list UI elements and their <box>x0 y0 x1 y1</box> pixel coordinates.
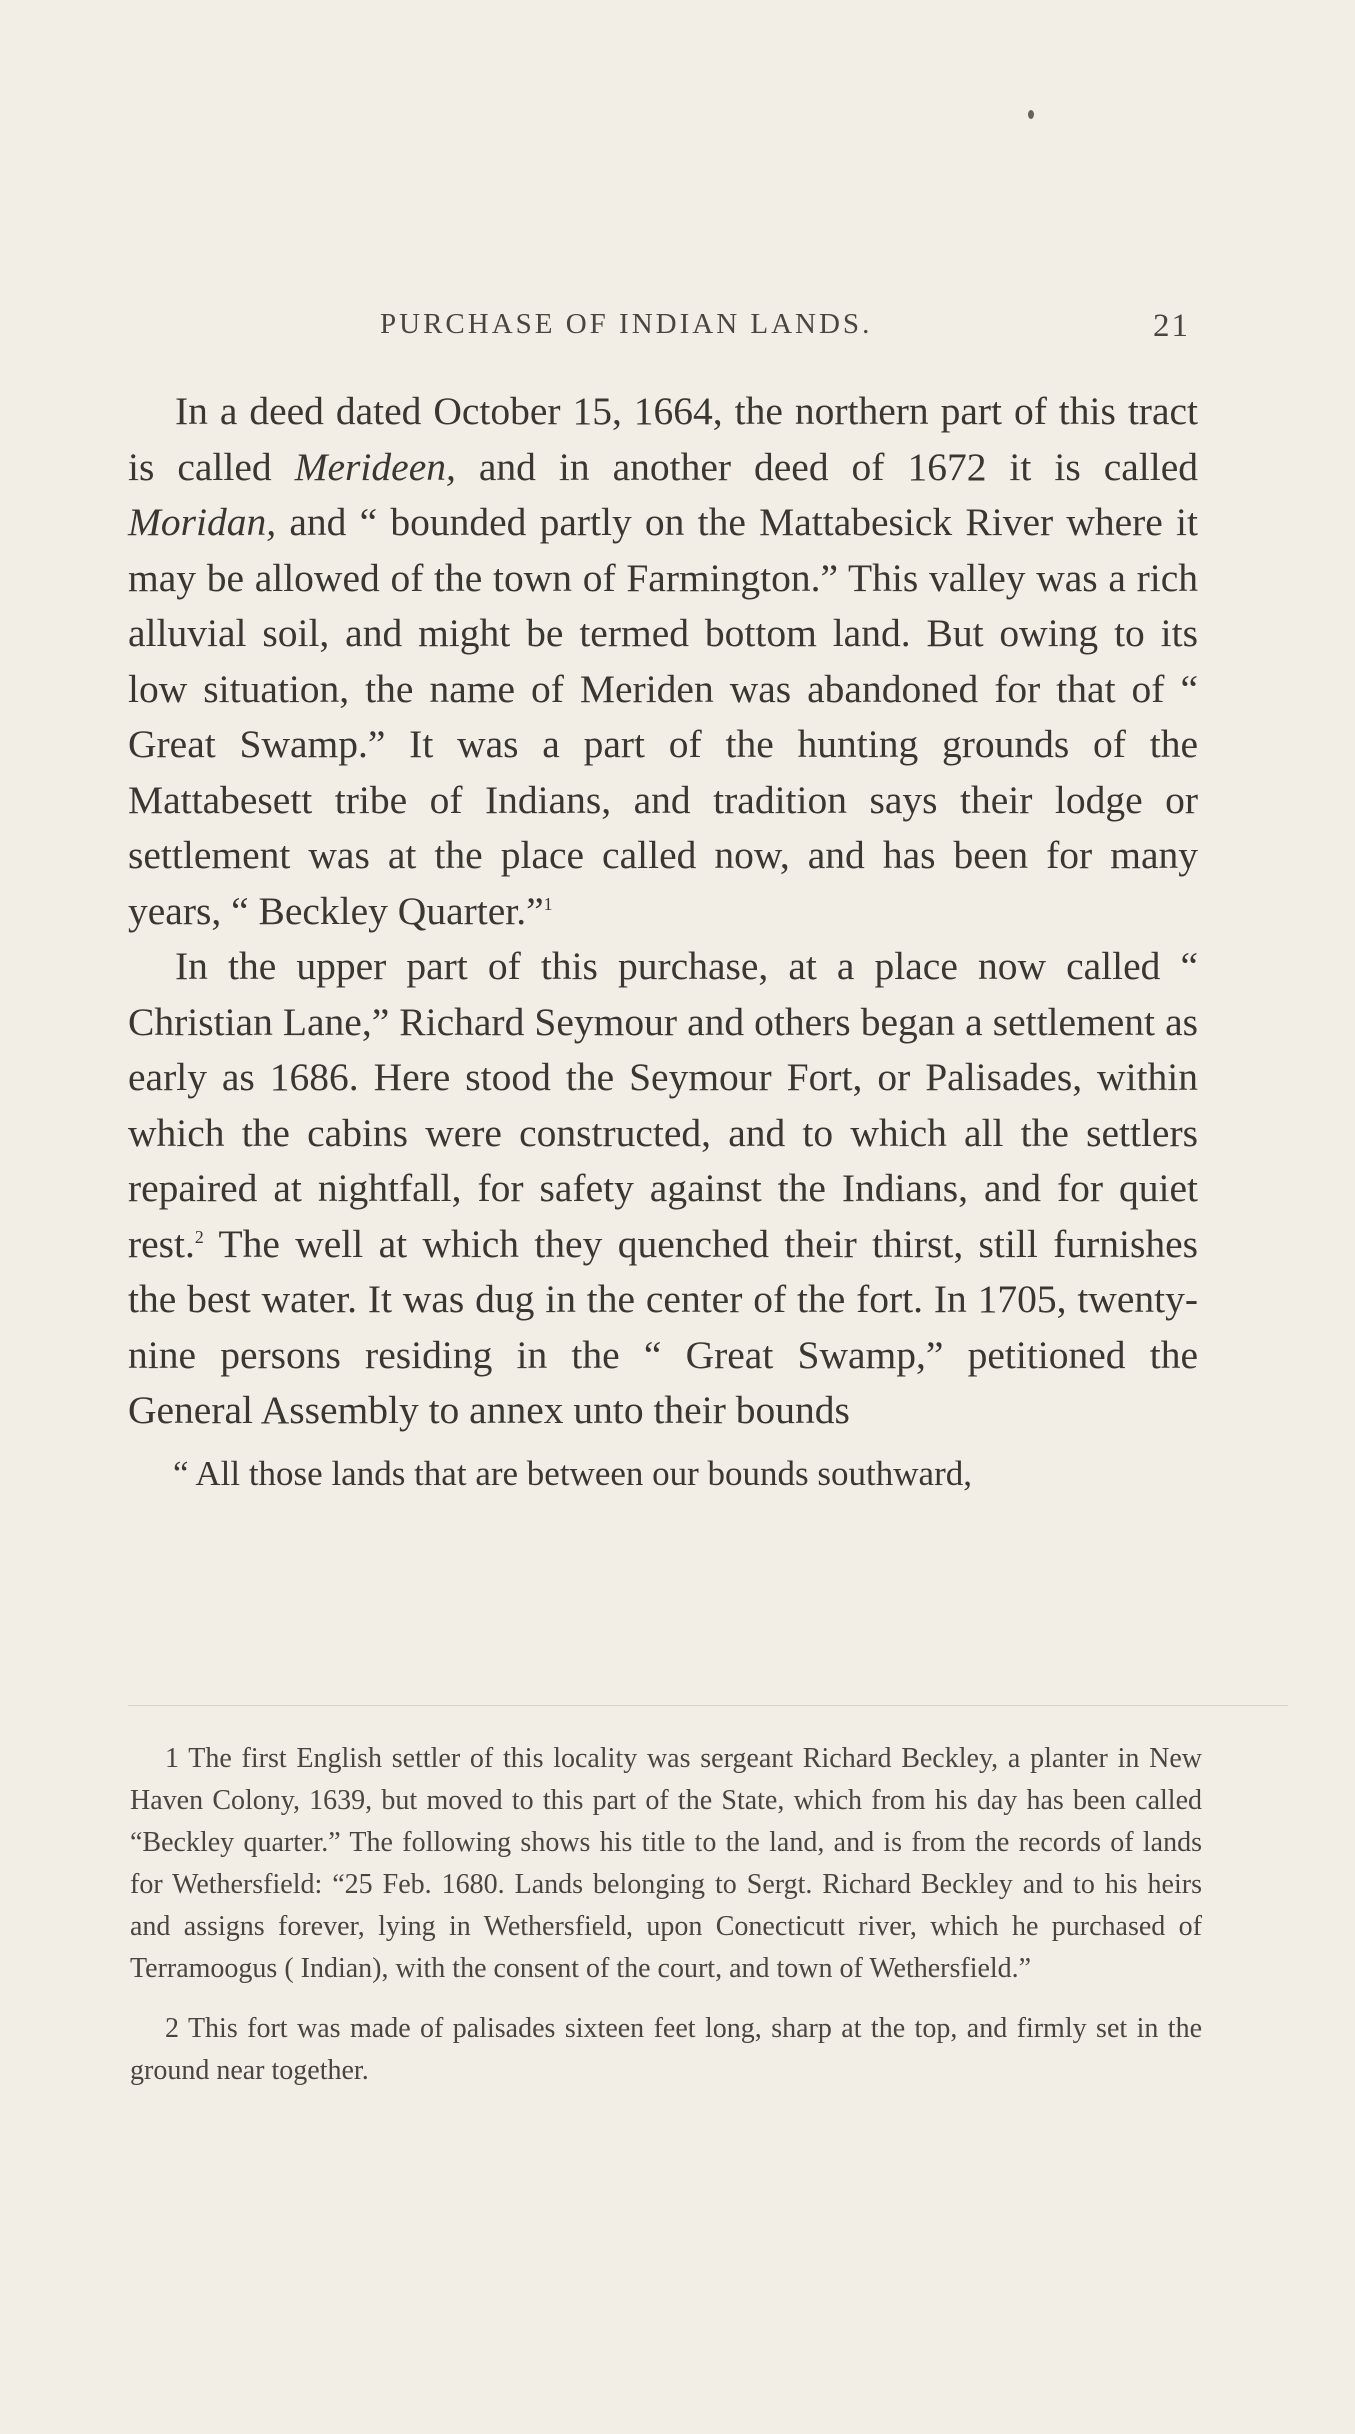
paragraph-1-text-b: and in another deed of 1672 it is called <box>455 444 1198 489</box>
running-title: PURCHASE OF INDIAN LANDS. <box>380 308 873 340</box>
footnote-2-text: This fort was made of palisades sixteen feet long, sharp at the top, and firmly set in the ground near together. <box>130 2013 1202 2086</box>
footnote-ref-2: 2 <box>194 1226 204 1247</box>
quoted-petition <box>128 1449 1198 1499</box>
place-name-moridan: Moridan, <box>128 500 277 544</box>
footnote-divider <box>128 1705 1288 1706</box>
running-header <box>380 308 1190 352</box>
paragraph-1 <box>128 384 1198 939</box>
main-text <box>128 384 1198 1499</box>
footnote-2-number: 2 <box>165 2013 179 2044</box>
paragraph-2-text-a: In the upper part of this purchase, at a place now called “ Christian Lane,” Richard Seymour and others began a settlement as early as 1686. Here stood the Seymour Fort, or Palisades, within which the cabins were constructed, and to which all the settlers repaired at nightfall, for safety against the Indians, and for quiet rest. <box>128 944 1198 1266</box>
paragraph-2-text-b: The well at which they quenched their thirst, still furnishes the best water. It was dug in the center of the fort. In 1705, twenty-nine persons residing in the “ Great Swamp,” petitioned the General Assembly to annex unto their bounds <box>128 1221 1198 1432</box>
paragraph-1-text-c: and “ bounded partly on the Mattabesick River where it may be allowed of the town of Farmington.” This valley was a rich alluvial soil, and might be termed bottom land. But owing to its low situation, the name of Meriden was abandoned for that of “ Great Swamp.” It was a part of the hunting grounds of the Mattabesett tribe of Indians, and tradition says their lodge or settlement was at the place called now, and has been for many years, “ Beckley Quarter.” <box>128 500 1198 933</box>
paragraph-1-text-a: In a deed dated October 15, 1664, the northern part of this tract is called <box>128 389 1198 489</box>
footnote-ref-1: 1 <box>543 893 553 914</box>
footnote-1-number: 1 <box>165 1743 179 1774</box>
quoted-petition-text: “ All those lands that are between our bounds southward, <box>173 1453 972 1493</box>
paragraph-2 <box>128 939 1198 1439</box>
footnote-1 <box>130 1738 1202 1990</box>
footnote-1-text: The first English settler of this locality was sergeant Richard Beckley, a planter in New Haven Colony, 1639, but moved to this part of the State, which from his day has been called “Beckley quarter.” The following shows his title to the land, and is from the records of lands for Wethersfield: “25 Feb. 1680. Lands belonging to Sergt. Richard Beckley and to his heirs and assigns forever, lying in Wethersfield, upon Conecticutt river, which he purchased of Terramoogus ( Indian), with the consent of the court, and town of Wethersfield.” <box>130 1743 1202 1984</box>
footnotes <box>130 1738 1202 2092</box>
page-number: 21 <box>1153 308 1190 344</box>
place-name-merideen: Merideen, <box>294 444 456 489</box>
footnote-2 <box>130 2008 1202 2092</box>
ink-speck <box>1028 110 1034 119</box>
